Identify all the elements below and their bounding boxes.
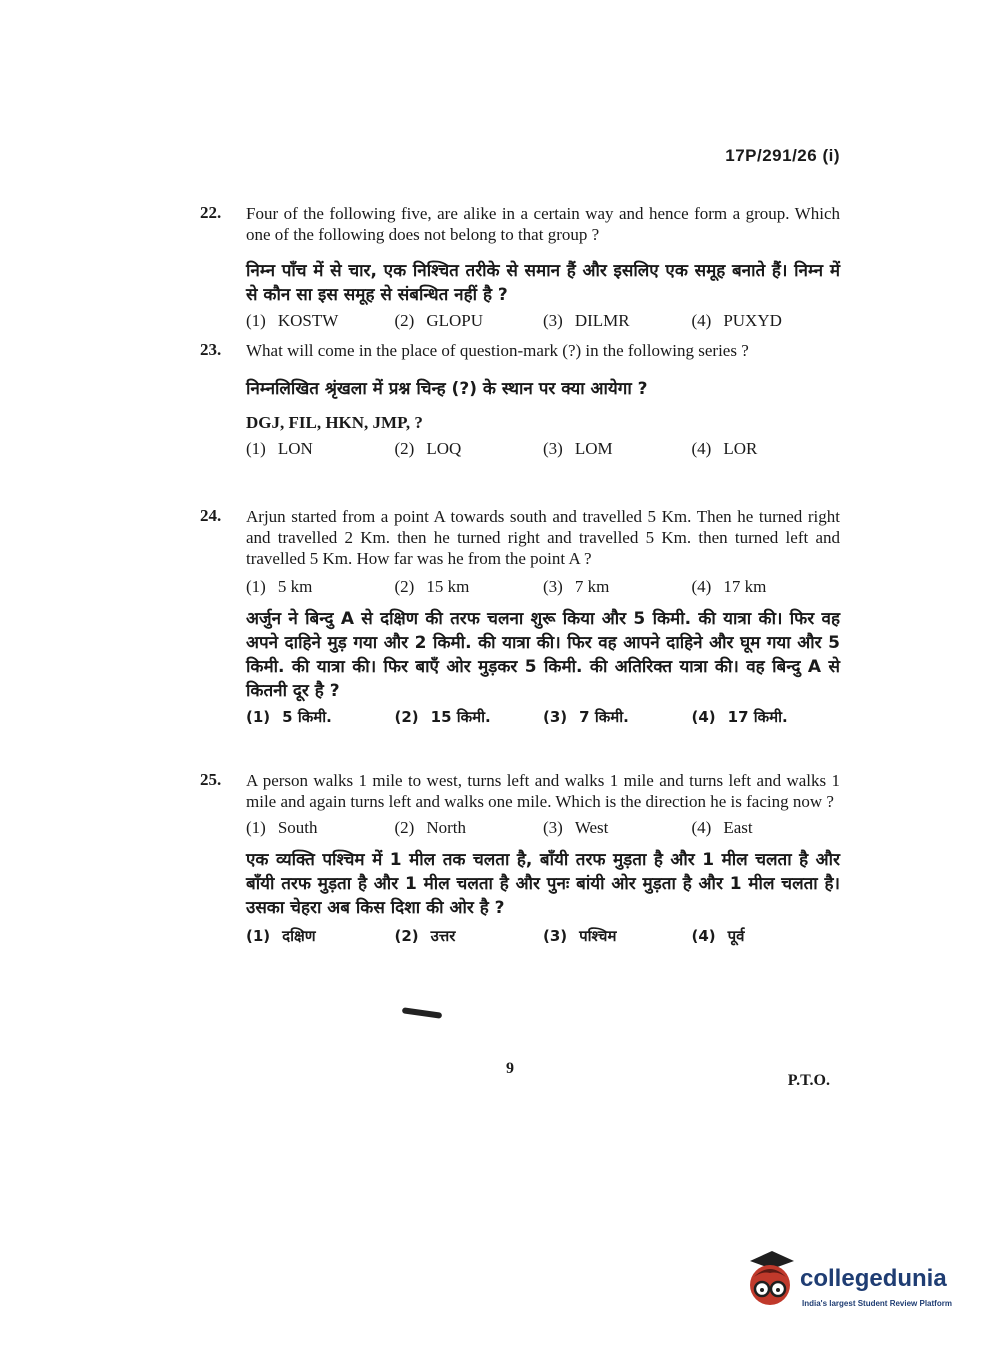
collegedunia-watermark: [742, 1247, 970, 1317]
question-text-english: Arjun started from a point A towards south and travelled 5 Km. Then he turned right and travelled 2 Km. then he turned right and travelled 5 Km. then turned left and travelled 5 Km. How far was he from the point A ?: [246, 507, 840, 568]
option-2: (2) 15 km: [394, 577, 470, 596]
options-row-hindi: [246, 926, 840, 946]
option-4-hindi: (4) पूर्व: [691, 927, 745, 945]
mascot-icon: [742, 1247, 798, 1317]
question-text-english: Four of the following five, are alike in a certain way and hence form a group. Which one of the following does not belong to that group ?: [246, 204, 840, 244]
option-4-hindi: (4) 17 किमी.: [691, 708, 788, 726]
pto-label: P.T.O.: [787, 1072, 830, 1089]
option-4: (4) 17 km: [691, 577, 767, 596]
option-1: (1) LON: [246, 439, 313, 458]
option-4: (4) LOR: [691, 439, 758, 458]
option-1-hindi: (1) 5 किमी.: [246, 708, 332, 726]
options-row-hindi: [246, 707, 840, 727]
question-25: [200, 770, 840, 946]
options-row: [246, 818, 840, 838]
question-24: [200, 506, 840, 727]
question-text-hindi: निम्नलिखित श्रृंखला में प्रश्न चिन्ह (?) के स्थान पर क्या आयेगा ?: [246, 379, 648, 399]
paper-code: 17P/291/26 (i): [725, 146, 840, 165]
option-3: (3) LOM: [543, 439, 613, 458]
question-text-hindi: निम्न पाँच में से चार, एक निश्चित तरीके से समान हैं और इसलिए एक समूह बनाते हैं। निम्न में से कौन सा इस समूह से संबन्धित नहीं है ?: [246, 261, 840, 305]
option-2: (2) LOQ: [394, 439, 462, 458]
question-23: [200, 340, 840, 459]
option-3: (3) DILMR: [543, 311, 630, 330]
option-1: (1) KOSTW: [246, 311, 339, 330]
options-row: [246, 439, 840, 459]
option-1-hindi: (1) दक्षिण: [246, 927, 316, 945]
brand-tagline: India's largest Student Review Platform: [802, 1299, 952, 1308]
options-row: [246, 577, 840, 597]
question-text-english: A person walks 1 mile to west, turns left and walks 1 mile and turns left and walks 1 mile and again turns left and walks one mile. Which is the direction he is facing now ?: [246, 771, 840, 811]
question-number: 24.: [200, 506, 222, 525]
option-3: (3) 7 km: [543, 577, 610, 596]
option-2-hindi: (2) उत्तर: [394, 927, 456, 945]
option-4: (4) PUXYD: [691, 311, 782, 330]
option-4: (4) East: [691, 818, 753, 837]
option-1: (1) South: [246, 818, 318, 837]
letter-series: DGJ, FIL, HKN, JMP, ?: [246, 413, 423, 432]
question-number: 25.: [200, 770, 222, 789]
question-text-hindi: अर्जुन ने बिन्दु A से दक्षिण की तरफ चलना शुरू किया और 5 किमी. की यात्रा की। फिर वह अपने दाहिने मुड़ गया और 2 किमी. की यात्रा की। फिर वह आपने दाहिने और घूम गया और 5 किमी. की यात्रा की। फिर बाएँ ओर मुड़कर 5 किमी. की अतिरिक्त यात्रा की। वह बिन्दु A से कितनी दूर है ?: [246, 609, 840, 701]
option-3-hindi: (3) 7 किमी.: [543, 708, 629, 726]
option-3: (3) West: [543, 818, 609, 837]
option-2: (2) GLOPU: [394, 311, 483, 330]
question-number: 23.: [200, 340, 222, 359]
option-1: (1) 5 km: [246, 577, 313, 596]
page-number: 9: [506, 1060, 514, 1077]
brand-name: collegedunia: [800, 1265, 947, 1292]
ink-smudge: [402, 1007, 442, 1019]
question-22: [200, 203, 840, 331]
option-2-hindi: (2) 15 किमी.: [394, 708, 491, 726]
option-2: (2) North: [394, 818, 466, 837]
question-text-hindi: एक व्यक्ति पश्चिम में 1 मील तक चलता है, बाँयी तरफ मुड़ता है और 1 मील चलता है और बाँयी तरफ मुड़ता है और 1 मील चलता है और पुनः बांयी ओर मुड़ता है और 1 मील चलता है। उसका चेहरा अब किस दिशा की ओर है ?: [246, 850, 840, 918]
option-3-hindi: (3) पश्चिम: [543, 927, 617, 945]
options-row: [246, 311, 840, 331]
question-number: 22.: [200, 203, 222, 222]
question-text-english: What will come in the place of question-mark (?) in the following series ?: [246, 341, 749, 360]
